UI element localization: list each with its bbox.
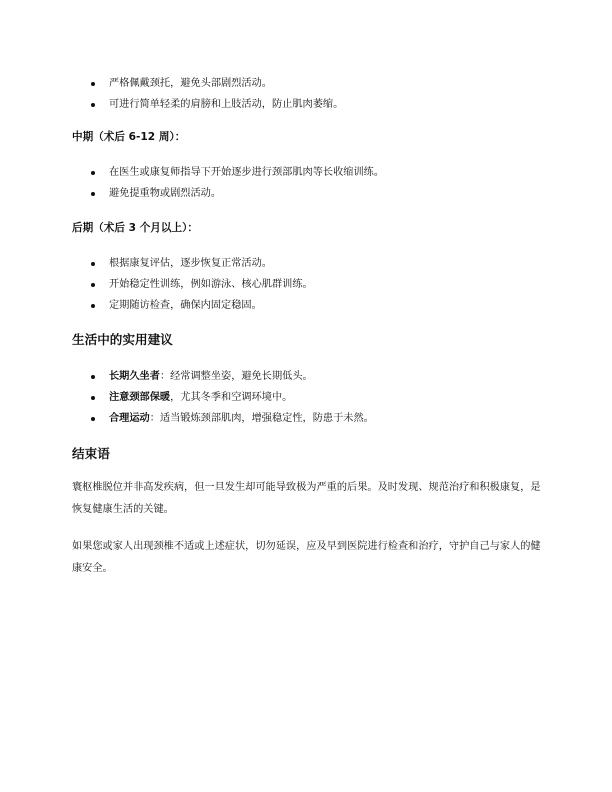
bullet-icon <box>91 283 95 287</box>
list-item <box>72 408 374 429</box>
tip-text: ：经常调整坐姿，避免长期低头。 <box>159 371 313 382</box>
conclusion-paragraph-2: 如果您或家人出现颈椎不适或上述症状，切勿延误，应及早到医院进行检查和治疗，守护自己与家人的健康安全。 <box>72 541 541 574</box>
bullet-icon <box>91 262 95 266</box>
late-stage-list <box>72 253 313 316</box>
bullet-icon <box>91 396 95 400</box>
bullet-icon <box>91 417 95 421</box>
conclusion-heading: 结束语 <box>72 446 110 461</box>
mid-stage-heading: 中期（术后 6-12 周）： <box>72 131 186 143</box>
tips-list <box>72 366 374 429</box>
list-item <box>72 366 374 387</box>
tip-term: 合理运动 <box>109 413 150 424</box>
tip-text: ：适当锻炼颈部肌肉，增强稳定性，防患于未然。 <box>149 413 374 424</box>
list-item-text: 避免提重物或剧烈活动。 <box>109 188 222 199</box>
tip-term: 长期久坐者 <box>109 371 160 382</box>
bullet-icon <box>91 82 95 86</box>
list-item <box>72 387 374 408</box>
list-item <box>72 183 384 204</box>
early-stage-list <box>72 73 343 115</box>
conclusion-paragraph-1: 寰枢椎脱位并非高发疾病，但一旦发生却可能导致极为严重的后果。及时发现、规范治疗和积极康复，是恢复健康生活的关键。 <box>72 482 541 515</box>
list-item-text: 根据康复评估，逐步恢复正常活动。 <box>109 258 272 269</box>
bullet-icon <box>91 375 95 379</box>
list-item <box>72 274 313 295</box>
mid-stage-list <box>72 162 384 204</box>
list-item <box>72 73 343 94</box>
late-stage-heading: 后期（术后 3 个月以上）： <box>72 222 198 234</box>
list-item <box>72 162 384 183</box>
tip-text: ，尤其冬季和空调环境中。 <box>170 392 293 403</box>
bullet-icon <box>91 304 95 308</box>
list-item-text: 定期随访检查，确保内固定稳固。 <box>109 300 262 311</box>
bullet-icon <box>91 103 95 107</box>
list-item-text: 在医生或康复师指导下开始逐步进行颈部肌肉等长收缩训练。 <box>109 167 385 178</box>
list-item <box>72 94 343 115</box>
list-item-text: 严格佩戴颈托，避免头部剧烈活动。 <box>109 78 272 89</box>
list-item-text: 可进行简单轻柔的肩膀和上肢活动，防止肌肉萎缩。 <box>109 99 344 110</box>
bullet-icon <box>91 171 95 175</box>
list-item <box>72 295 313 316</box>
tip-term: 注意颈部保暖 <box>109 392 171 403</box>
bullet-icon <box>91 192 95 196</box>
list-item <box>72 253 313 274</box>
tips-heading: 生活中的实用建议 <box>72 332 173 347</box>
list-item-text: 开始稳定性训练，例如游泳、核心肌群训练。 <box>109 279 313 290</box>
